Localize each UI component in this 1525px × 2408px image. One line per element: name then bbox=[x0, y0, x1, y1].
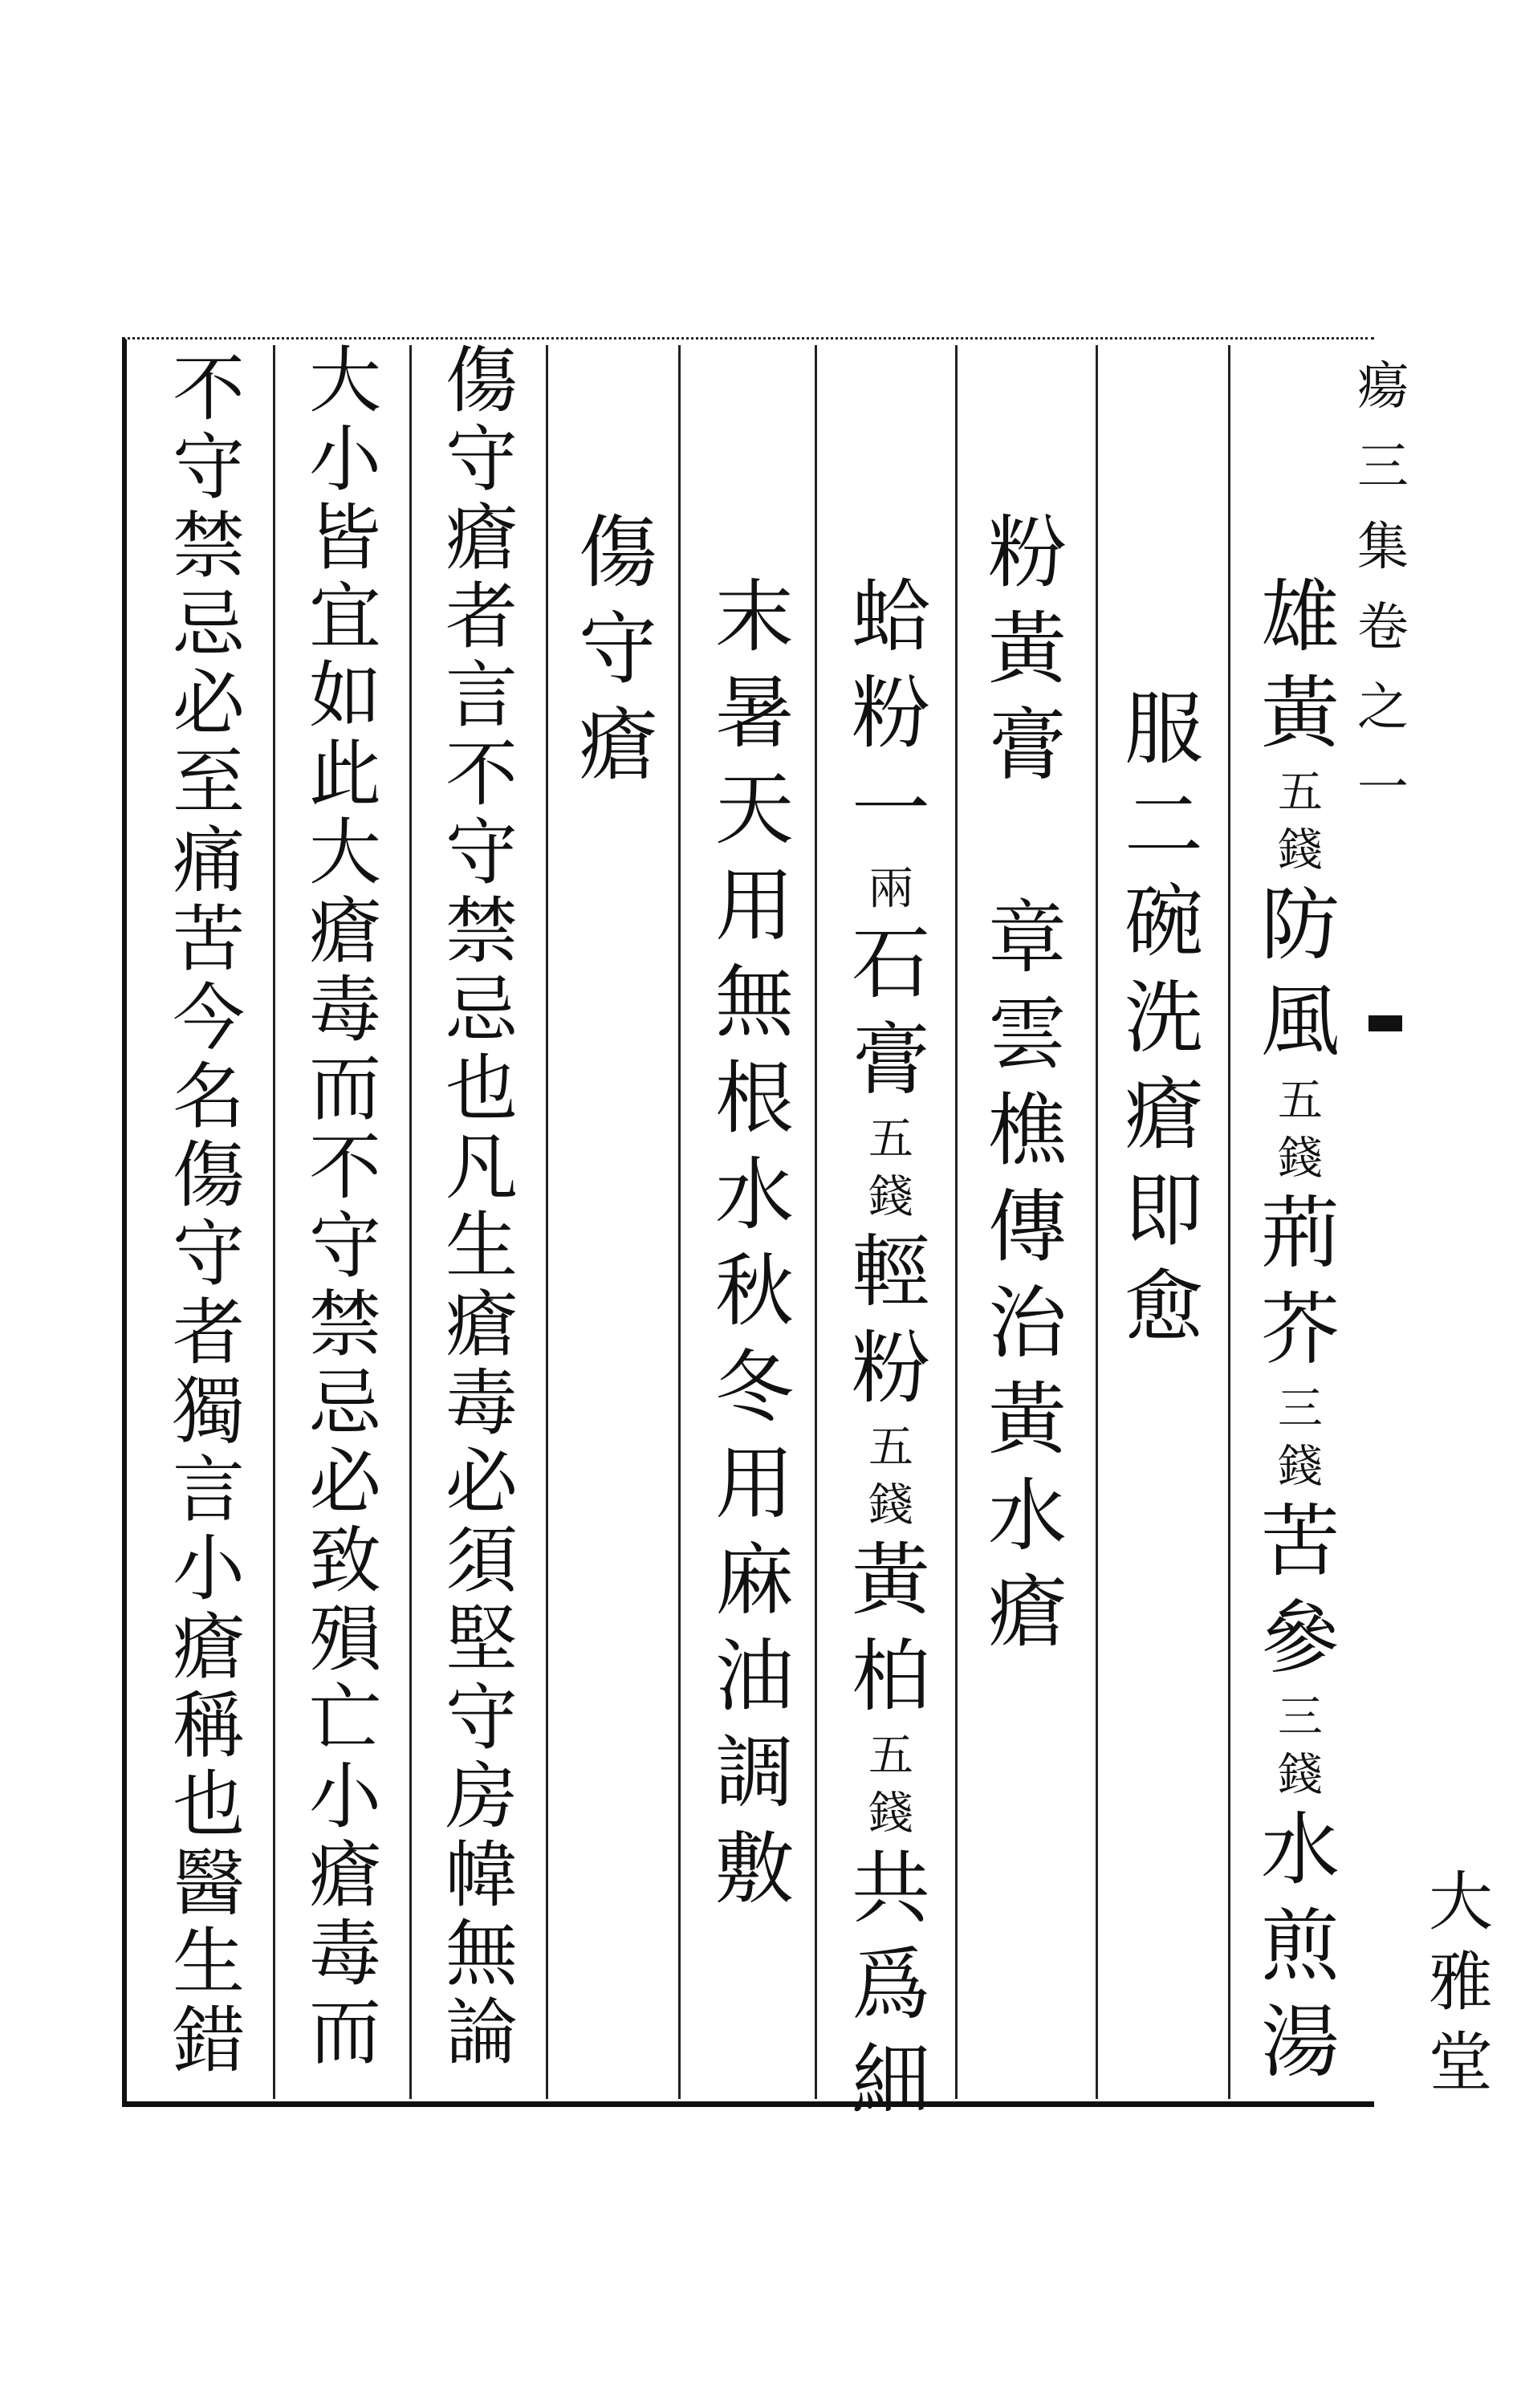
glyph: 瘍 bbox=[1357, 357, 1409, 417]
glyph: 天 bbox=[714, 764, 794, 856]
text-column-1 bbox=[1256, 571, 1344, 2100]
glyph: 五 bbox=[868, 1113, 913, 1165]
glyph: 忌 bbox=[309, 1361, 381, 1446]
glyph: 爲 bbox=[851, 1939, 930, 2031]
glyph: 忌 bbox=[445, 968, 518, 1052]
glyph: 凡 bbox=[445, 1125, 518, 1210]
right-edge-text bbox=[1425, 1865, 1497, 2111]
glyph: 服 bbox=[1124, 684, 1203, 775]
glyph: 細 bbox=[851, 2036, 930, 2127]
glyph: 瘡 bbox=[309, 889, 381, 974]
glyph: 芥 bbox=[1260, 1284, 1340, 1376]
glyph: 致 bbox=[309, 1519, 381, 1603]
glyph: 二 bbox=[1124, 780, 1203, 872]
column-rule bbox=[409, 345, 412, 2099]
glyph: 亡 bbox=[309, 1676, 381, 1760]
glyph: 五 bbox=[1278, 767, 1323, 819]
glyph: 至 bbox=[173, 740, 245, 824]
glyph: 守 bbox=[309, 1204, 381, 1288]
glyph: 雲 bbox=[987, 989, 1067, 1080]
glyph: 膏 bbox=[851, 1015, 930, 1106]
text-column-2 bbox=[1120, 684, 1208, 1365]
glyph: 毒 bbox=[309, 968, 381, 1052]
glyph: 用 bbox=[714, 860, 794, 952]
glyph: 集 bbox=[1357, 518, 1409, 577]
glyph: 傳 bbox=[987, 1182, 1067, 1273]
glyph: 粉 bbox=[851, 1323, 930, 1414]
glyph: 水 bbox=[987, 1470, 1067, 1562]
glyph: 傷 bbox=[578, 507, 657, 599]
glyph: 瘡 bbox=[309, 1833, 381, 1918]
glyph: 此 bbox=[309, 732, 381, 816]
fish-tail-mark bbox=[1368, 1015, 1402, 1031]
glyph: 瘡 bbox=[173, 1605, 245, 1690]
glyph: 無 bbox=[714, 957, 794, 1048]
glyph: 敷 bbox=[714, 1824, 794, 1915]
glyph: 柏 bbox=[851, 1631, 930, 1723]
glyph: 錢 bbox=[1278, 1749, 1323, 1801]
column-rule bbox=[1096, 345, 1098, 2099]
glyph: 傷 bbox=[173, 1133, 245, 1218]
glyph: 兩 bbox=[868, 863, 913, 915]
column-rule bbox=[546, 345, 548, 2099]
glyph: 油 bbox=[714, 1631, 794, 1723]
text-column-8 bbox=[301, 339, 389, 2076]
glyph: 守 bbox=[445, 811, 518, 895]
glyph: 今 bbox=[173, 976, 245, 1060]
glyph: 五 bbox=[1278, 1075, 1323, 1127]
glyph: 不 bbox=[173, 347, 245, 431]
glyph: 共 bbox=[851, 1843, 930, 1934]
glyph: 三 bbox=[1278, 1383, 1323, 1435]
glyph: 瘡 bbox=[445, 496, 518, 580]
glyph: 三 bbox=[1357, 437, 1409, 497]
text-column-9 bbox=[165, 347, 253, 2084]
glyph: 苦 bbox=[173, 897, 245, 982]
glyph: 參 bbox=[1260, 1592, 1340, 1684]
glyph: 錢 bbox=[868, 1788, 913, 1840]
glyph: 黃 bbox=[851, 1535, 930, 1626]
glyph: 黃 bbox=[987, 1374, 1067, 1466]
glyph: 樵 bbox=[987, 1085, 1067, 1177]
glyph: 荊 bbox=[1260, 1188, 1340, 1279]
glyph: 錯 bbox=[173, 1999, 245, 2083]
glyph: 無 bbox=[445, 1912, 518, 1996]
glyph: 之 bbox=[1357, 678, 1409, 738]
glyph: 黃 bbox=[987, 604, 1067, 695]
glyph: 名 bbox=[173, 1055, 245, 1139]
glyph: 也 bbox=[173, 1763, 245, 1847]
glyph: 五 bbox=[868, 1730, 913, 1782]
glyph: 者 bbox=[173, 1291, 245, 1375]
glyph: 也 bbox=[445, 1047, 518, 1131]
glyph: 蛤 bbox=[851, 571, 930, 663]
glyph: 暑 bbox=[714, 668, 794, 759]
glyph: 大 bbox=[309, 811, 381, 895]
glyph: 如 bbox=[309, 653, 381, 738]
glyph: 冬 bbox=[714, 1342, 794, 1434]
glyph: 瘡 bbox=[987, 1567, 1067, 1658]
glyph: 毒 bbox=[445, 1361, 518, 1446]
glyph: 膏 bbox=[987, 700, 1067, 791]
glyph: 幃 bbox=[445, 1833, 518, 1918]
glyph: 痛 bbox=[173, 819, 245, 903]
glyph: 卷 bbox=[1357, 598, 1409, 657]
glyph: 湯 bbox=[1260, 1997, 1340, 2089]
glyph: 守 bbox=[445, 417, 518, 502]
glyph: 小 bbox=[309, 1755, 381, 1839]
glyph: 五 bbox=[868, 1422, 913, 1474]
glyph: 獨 bbox=[173, 1369, 245, 1454]
glyph: 論 bbox=[445, 1991, 518, 2075]
glyph: 房 bbox=[445, 1755, 518, 1839]
column-rule bbox=[273, 345, 275, 2099]
column-rule bbox=[815, 345, 817, 2099]
glyph: 而 bbox=[309, 1991, 381, 2075]
glyph: 章 bbox=[987, 893, 1067, 984]
glyph: 風 bbox=[1260, 976, 1340, 1068]
glyph: 碗 bbox=[1124, 877, 1203, 968]
glyph: 麻 bbox=[714, 1535, 794, 1626]
glyph: 必 bbox=[309, 1440, 381, 1524]
glyph: 一 bbox=[851, 764, 930, 856]
glyph: 石 bbox=[851, 918, 930, 1010]
glyph: 須 bbox=[445, 1519, 518, 1603]
glyph: 瘡 bbox=[445, 1283, 518, 1367]
glyph: 調 bbox=[714, 1727, 794, 1819]
glyph: 者 bbox=[445, 575, 518, 659]
glyph: 生 bbox=[173, 1920, 245, 2004]
glyph: 必 bbox=[445, 1440, 518, 1524]
glyph: 粉 bbox=[987, 507, 1067, 599]
glyph: 錢 bbox=[1278, 824, 1323, 877]
glyph: 根 bbox=[714, 1053, 794, 1145]
glyph: 用 bbox=[714, 1438, 794, 1530]
glyph: 水 bbox=[714, 1149, 794, 1241]
glyph: 禁 bbox=[173, 504, 245, 588]
glyph: 守 bbox=[445, 1676, 518, 1760]
glyph: 治 bbox=[987, 1278, 1067, 1369]
glyph: 堅 bbox=[445, 1597, 518, 1682]
glyph: 大 bbox=[309, 339, 381, 423]
glyph: 堂 bbox=[1429, 2025, 1493, 2100]
glyph: 末 bbox=[714, 571, 794, 663]
glyph: 雄 bbox=[1260, 571, 1340, 663]
glyph: 守 bbox=[578, 604, 657, 695]
glyph: 秋 bbox=[714, 1246, 794, 1337]
glyph: 而 bbox=[309, 1047, 381, 1131]
glyph: 粉 bbox=[851, 668, 930, 759]
glyph: 不 bbox=[445, 732, 518, 816]
glyph: 瘡 bbox=[578, 700, 657, 791]
glyph: 言 bbox=[173, 1448, 245, 1532]
glyph: 稱 bbox=[173, 1684, 245, 1768]
glyph: 黃 bbox=[1260, 668, 1340, 759]
glyph: 即 bbox=[1124, 1165, 1203, 1257]
margin-heading bbox=[1355, 345, 1411, 2103]
glyph: 錢 bbox=[868, 1171, 913, 1223]
glyph: 必 bbox=[173, 661, 245, 746]
section-heading bbox=[574, 507, 662, 803]
glyph: 輕 bbox=[851, 1226, 930, 1318]
glyph: 煎 bbox=[1260, 1901, 1340, 1992]
glyph: 錢 bbox=[868, 1479, 913, 1531]
glyph: 生 bbox=[445, 1204, 518, 1288]
glyph: 苦 bbox=[1260, 1496, 1340, 1588]
text-column-3 bbox=[983, 507, 1072, 1670]
glyph: 殞 bbox=[309, 1597, 381, 1682]
glyph: 宜 bbox=[309, 575, 381, 659]
glyph: 皆 bbox=[309, 496, 381, 580]
glyph: 雅 bbox=[1429, 1945, 1493, 2020]
text-column-5 bbox=[710, 571, 799, 1926]
column-rule bbox=[678, 345, 681, 2099]
glyph: 防 bbox=[1260, 880, 1340, 971]
glyph: 禁 bbox=[445, 889, 518, 974]
glyph: 錢 bbox=[1278, 1441, 1323, 1493]
text-column-7 bbox=[437, 339, 526, 2076]
glyph: 一 bbox=[1357, 759, 1409, 818]
column-rule bbox=[1228, 345, 1230, 2099]
glyph: 不 bbox=[309, 1125, 381, 1210]
glyph: 禁 bbox=[309, 1283, 381, 1367]
glyph: 言 bbox=[445, 653, 518, 738]
text-column-4 bbox=[847, 571, 935, 2138]
glyph: 守 bbox=[173, 425, 245, 510]
glyph: 水 bbox=[1260, 1804, 1340, 1896]
glyph: 毒 bbox=[309, 1912, 381, 1996]
glyph: 忌 bbox=[173, 583, 245, 667]
glyph: 三 bbox=[1278, 1691, 1323, 1743]
glyph: 愈 bbox=[1124, 1262, 1203, 1353]
glyph: 傷 bbox=[445, 339, 518, 423]
glyph: 醫 bbox=[173, 1841, 245, 1926]
glyph: 大 bbox=[1429, 1865, 1493, 1939]
glyph: 小 bbox=[173, 1527, 245, 1611]
glyph: 錢 bbox=[1278, 1133, 1323, 1185]
column-rule bbox=[955, 345, 958, 2099]
glyph: 瘡 bbox=[1124, 1069, 1203, 1161]
glyph: 小 bbox=[309, 417, 381, 502]
glyph: 守 bbox=[173, 1212, 245, 1296]
glyph: 洗 bbox=[1124, 973, 1203, 1064]
